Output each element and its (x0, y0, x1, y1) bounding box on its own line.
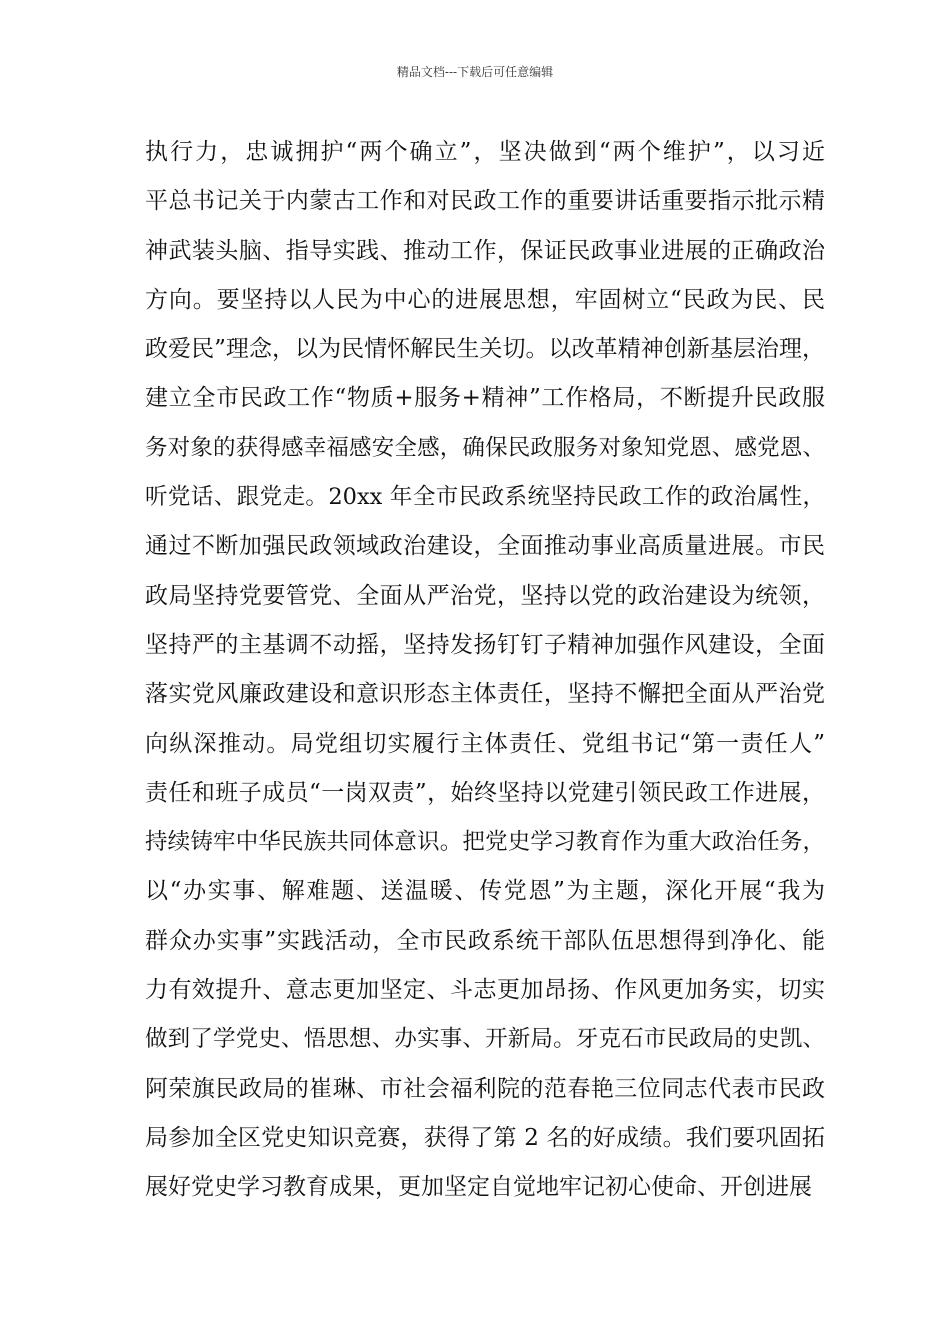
text-line: 方向。要坚持以人民为中心的进展思想，牢固树立“民政为民、民 (145, 286, 825, 313)
text-line: 做到了学党史、悟思想、办实事、开新局。牙克石市民政局的史凯、 (145, 1026, 825, 1053)
text-line: 执行力，忠诚拥护“两个确立”，坚决做到“两个维护”，以习近 (145, 139, 825, 165)
text-line: 持续铸牢中华民族共同体意识。把党史学习教育作为重大政治任务， (145, 829, 825, 856)
text-line: 听党话、跟党走。20xx 年全市民政系统坚持民政工作的政治属性， (145, 484, 825, 511)
text-line: 落实党风廉政建设和意识形态主体责任，坚持不懈把全面从严治党 (145, 681, 825, 708)
text-line: 通过不断加强民政领域政治建设，全面推动事业高质量进展。市民 (145, 533, 825, 560)
text-line: 政局坚持党要管党、全面从严治党，坚持以党的政治建设为统领， (145, 582, 825, 609)
text-line: 务对象的获得感幸福感安全感，确保民政服务对象知党恩、感党恩、 (145, 434, 825, 461)
text-line: 责任和班子成员“一岗双责”，始终坚持以党建引领民政工作进展， (145, 779, 825, 806)
text-line: 神武装头脑、指导实践、推动工作，保证民政事业进展的正确政治 (145, 237, 825, 264)
page-header: 精品文档---下载后可任意编辑 (396, 65, 554, 79)
text-line: 平总书记关于内蒙古工作和对民政工作的重要讲话重要指示批示精 (145, 188, 825, 215)
text-line: 群众办实事”实践活动，全市民政系统干部队伍思想得到净化、能 (145, 927, 825, 954)
text-line: 阿荣旗民政局的崔琳、市社会福利院的范春艳三位同志代表市民政 (145, 1075, 825, 1102)
text-line: 向纵深推动。局党组切实履行主体责任、党组书记“第一责任人” (145, 730, 825, 757)
text-line: 建立全市民政工作“物质+服务+精神”工作格局，不断提升民政服 (145, 385, 825, 412)
text-line: 坚持严的主基调不动摇，坚持发扬钉钉子精神加强作风建设，全面 (145, 631, 825, 658)
text-line: 力有效提升、意志更加坚定、斗志更加昂扬、作风更加务实，切实 (145, 977, 825, 1004)
text-line: 政爱民”理念，以为民情怀解民生关切。以改革精神创新基层治理， (145, 336, 825, 363)
text-line: 展好党史学习教育成果，更加坚定自觉地牢记初心使命、开创进展 (145, 1174, 812, 1201)
body-text (145, 128, 825, 1213)
text-line: 局参加全区党史知识竞赛，获得了第 2 名的好成绩。我们要巩固拓 (145, 1124, 825, 1151)
text-line: 以“办实事、解难题、送温暖、传党恩”为主题，深化开展“我为 (145, 878, 825, 905)
